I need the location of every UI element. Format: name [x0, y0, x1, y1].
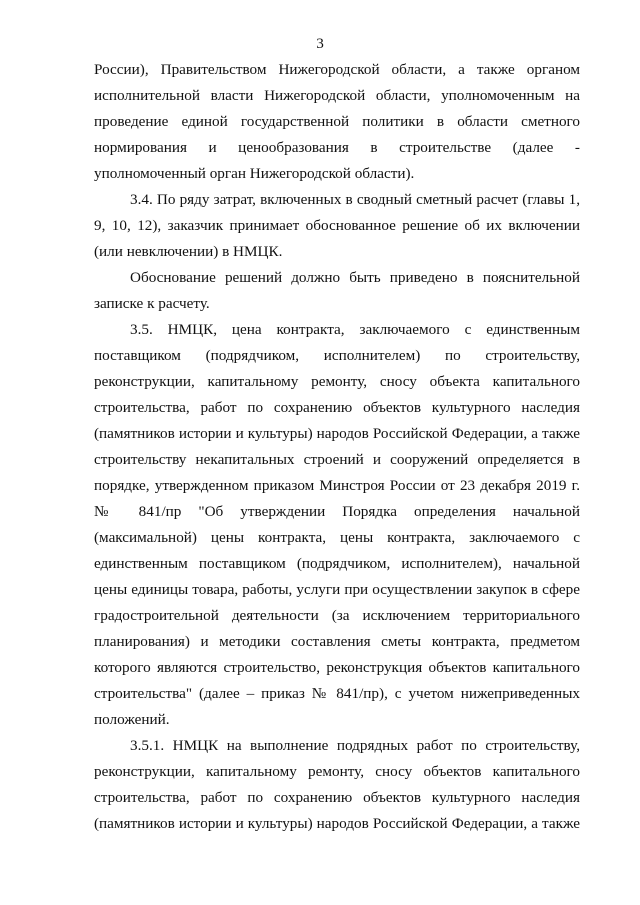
- page-number: 3: [316, 35, 324, 52]
- paragraph-3-5-1: 3.5.1. НМЦК на выполнение подрядных работ по строительству, реконструкции, капитальному ремонту, сносу объектов капитального строительства, работ по сохранению объектов культурного наследия (памятников истории и культуры) народов Российской Федерации, а также: [94, 737, 580, 832]
- paragraph-justification-note: Обоснование решений должно быть приведено в пояснительной записке к расчету.: [94, 269, 580, 312]
- document-body: [94, 57, 580, 837]
- paragraph-continuation: России), Правительством Нижегородской области, а также органом исполнительной власти Нижегородской области, уполномоченным на проведение единой государственной политики в области сметного нормирования и ценообразования в строительстве (далее - уполномоченный орган Нижегородской области).: [94, 61, 580, 182]
- paragraph-3-5: 3.5. НМЦК, цена контракта, заключаемого с единственным поставщиком (подрядчиком, исполнителем) по строительству, реконструкции, капитальному ремонту, сносу объекта капитального строительства, работ по сохранению объектов культурного наследия (памятников истории и культуры) народов Российской Федерации, а также строительству некапитальных строений и сооружений определяется в порядке, утвержденном приказом Минстроя России от 23 декабря 2019 г. № 841/пр "Об утверждении Порядка определения начальной (максимальной) цены контракта, цены контракта, заключаемого с единственным поставщиком (подрядчиком, исполнителем), начальной цены единицы товара, работы, услуги при осуществлении закупок в сфере градостроительной деятельности (за исключением территориального планирования) и методики составления сметы контракта, предметом которого являются строительство, реконструкция объектов капитального строительства" (далее – приказ № 841/пр), с учетом нижеприведенных положений.: [94, 321, 580, 728]
- paragraph-3-4: 3.4. По ряду затрат, включенных в сводный сметный расчет (главы 1, 9, 10, 12), заказчик принимает обоснованное решение об их включении (или невключении) в НМЦК.: [94, 191, 580, 260]
